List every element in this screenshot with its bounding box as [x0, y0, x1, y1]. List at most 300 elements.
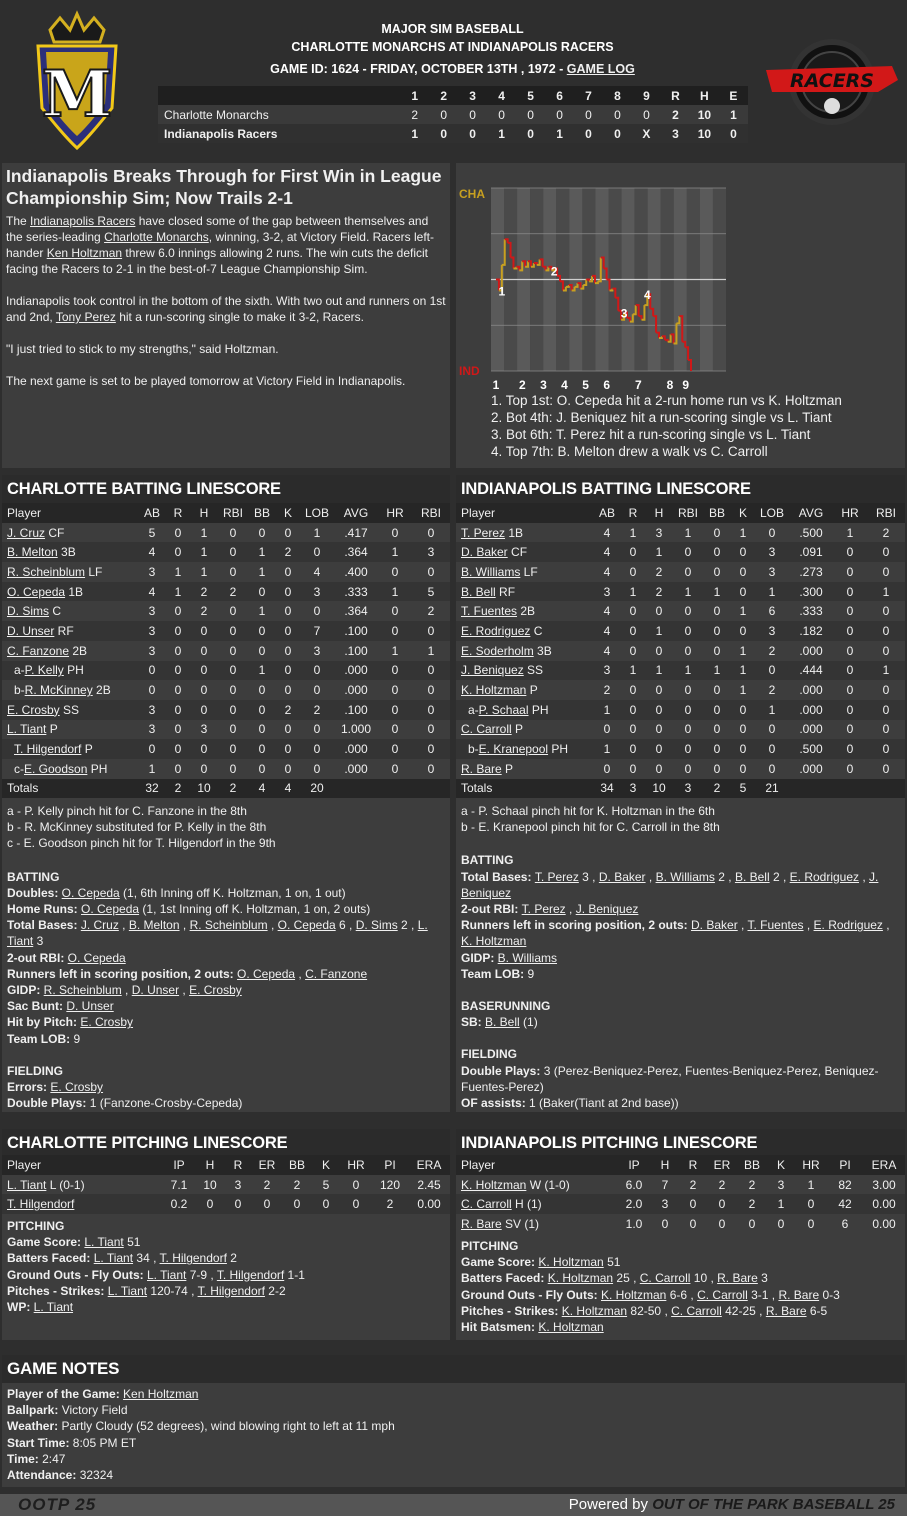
player-link[interactable]: D. Baker	[461, 545, 508, 560]
player-link[interactable]: Tony Perez	[55, 310, 116, 324]
player-link[interactable]: B. Bell	[485, 1015, 520, 1030]
stat-cell: 1	[166, 582, 190, 602]
stolen-bases-note: SB: B. Bell (1)	[461, 1015, 538, 1030]
stat-cell: 0	[673, 641, 703, 661]
player-link[interactable]: R. Scheinblum	[7, 564, 86, 579]
indianapolis-batting-table	[456, 503, 905, 798]
stat-cell: 3	[767, 1175, 795, 1195]
stat-cell: 0	[218, 562, 248, 582]
table-row	[456, 759, 905, 779]
errors-note: Errors: E. Crosby	[7, 1080, 104, 1095]
column-header: RBI	[412, 503, 450, 523]
stat-cell: .364	[334, 601, 378, 621]
player-link[interactable]: R. Bare	[461, 1216, 502, 1231]
player-link[interactable]: R. Bare	[717, 1271, 758, 1286]
player-cell: C. Fanzone 2B	[2, 641, 138, 661]
player-link[interactable]: E. Rodriguez	[789, 869, 860, 884]
player-link[interactable]: C. Carroll	[639, 1271, 691, 1286]
player-link[interactable]: L. Tiant	[7, 722, 47, 737]
player-link[interactable]: D. Sims	[7, 604, 49, 619]
substitution-note: c - E. Goodson pinch hit for T. Hilgendorf in the 9th	[7, 836, 276, 851]
stat-cell: 1	[645, 542, 673, 562]
player-link[interactable]: K. Holtzman	[538, 1255, 604, 1270]
player-link[interactable]: R. Bare	[778, 1287, 820, 1302]
player-link[interactable]: E. Rodriguez	[813, 918, 883, 933]
player-link[interactable]: K. Holtzman	[601, 1287, 667, 1302]
pitching-section-title: PITCHING	[7, 1219, 65, 1233]
stat-cell: 3	[138, 720, 166, 740]
stat-cell: 0	[833, 621, 867, 641]
table-row	[456, 562, 905, 582]
player-link[interactable]: O. Cepeda	[67, 950, 126, 965]
table-row	[2, 601, 450, 621]
column-header: K	[731, 503, 755, 523]
player-link[interactable]: P. Kelly	[24, 663, 64, 678]
stat-cell: 0	[218, 661, 248, 681]
ground-fly-outs-note: Ground Outs - Fly Outs: L. Tiant 7-9 , T. Hilgendorf 1-1	[7, 1267, 305, 1282]
inning-label: 5	[582, 378, 589, 392]
stat-cell: 5	[731, 779, 755, 799]
home-runs-note: Home Runs: O. Cepeda (1, 1st Inning off K. Holtzman, 1 on, 2 outs)	[7, 902, 371, 917]
stat-cell: 0	[703, 562, 731, 582]
player-link[interactable]: Ken Holtzman	[46, 246, 123, 260]
player-link[interactable]: J. Beniquez	[461, 869, 879, 900]
stat-cell: 2	[645, 582, 673, 602]
column-header: K	[767, 1155, 795, 1175]
column-header: Player	[456, 1155, 617, 1175]
player-link[interactable]: D. Baker	[691, 918, 738, 933]
charlotte-pitching-panel	[2, 1129, 450, 1340]
stat-cell: 2	[218, 779, 248, 799]
stat-cell: 0	[679, 1194, 707, 1214]
stat-cell: 0	[300, 542, 334, 562]
stat-cell: 0	[218, 739, 248, 759]
team-link[interactable]: Charlotte Monarchs	[104, 230, 209, 244]
stat-cell: 0	[673, 759, 703, 779]
player-link[interactable]: B. Bell	[461, 584, 496, 599]
stat-cell: 10	[645, 779, 673, 799]
player-link[interactable]: J. Beniquez	[461, 663, 524, 678]
player-cell: T. Fuentes 2B	[456, 601, 593, 621]
stat-cell: 7	[300, 621, 334, 641]
fielding-section-title: FIELDING	[7, 1063, 63, 1078]
player-link[interactable]: L. Tiant	[107, 1283, 148, 1298]
stat-cell: 2	[679, 1175, 707, 1195]
stat-cell: .333	[789, 601, 833, 621]
stat-cell: 0	[166, 680, 190, 700]
game-info	[250, 62, 655, 76]
player-link[interactable]: R. Scheinblum	[189, 918, 268, 933]
stat-cell: 1	[412, 641, 450, 661]
batting-section-title: BATTING	[461, 853, 514, 868]
inning-header: 5	[516, 86, 545, 105]
total-bases-note: Total Bases: T. Perez 3 , D. Baker , B. Williams 2 , B. Bell 2 , E. Rodriguez , J. Beniquez	[461, 869, 879, 900]
stat-cell: 0	[731, 562, 755, 582]
stat-cell: 3	[593, 582, 621, 602]
stat-cell: 2	[755, 641, 789, 661]
story-paragraph-2: Indianapolis took control in the bottom of the sixth. With two out and runners on 1st and 2nd, Tony Perez hit a run-scoring single to make it 3-2, Racers.	[6, 294, 446, 324]
win-probability-chart	[456, 163, 756, 395]
stat-cell: 0	[378, 523, 412, 543]
stat-cell: 0	[703, 739, 731, 759]
player-link[interactable]: E. Goodson	[24, 761, 88, 776]
player-link[interactable]: E. Crosby	[50, 1080, 104, 1095]
player-link[interactable]: B. Bell	[734, 869, 770, 884]
table-header-row	[456, 503, 905, 523]
stat-cell: 1	[378, 641, 412, 661]
player-link[interactable]: B. Melton	[7, 545, 58, 560]
player-link[interactable]: E. Rodriguez	[461, 623, 531, 638]
fielding-section-title: FIELDING	[461, 1047, 517, 1062]
player-cell: O. Cepeda 1B	[2, 582, 138, 602]
inning-score: 0	[545, 105, 574, 124]
player-link[interactable]: B. Melton	[128, 918, 180, 933]
hits-header: H	[690, 86, 719, 105]
game-info-text: GAME ID: 1624 - FRIDAY, OCTOBER 13TH , 1972 -	[270, 62, 567, 76]
player-link[interactable]: C. Fanzone	[305, 966, 368, 981]
player-link[interactable]: E. Soderholm	[461, 643, 534, 658]
table-row	[2, 542, 450, 562]
player-link[interactable]: B. Williams	[461, 564, 521, 579]
stat-cell: 0	[703, 542, 731, 562]
table-row	[456, 582, 905, 602]
stat-cell: .000	[789, 680, 833, 700]
stat-cell: 0	[679, 1214, 707, 1234]
panel-title: INDIANAPOLIS BATTING LINESCORE	[456, 475, 905, 503]
player-link[interactable]: O. Cepeda	[7, 584, 66, 599]
stat-cell: 0	[190, 759, 218, 779]
stat-cell: 0	[166, 542, 190, 562]
stat-cell: 2	[276, 542, 300, 562]
stat-cell: 34	[593, 779, 621, 799]
table-row	[2, 739, 450, 759]
player-link[interactable]: C. Carroll	[671, 1303, 722, 1318]
player-link[interactable]: T. Perez	[521, 902, 566, 917]
stat-cell: 0	[196, 1194, 224, 1214]
stat-cell: 3	[755, 621, 789, 641]
footer	[0, 1494, 907, 1516]
stat-cell: 0	[703, 680, 731, 700]
risp-note: Runners left in scoring position, 2 outs: O. Cepeda , C. Fanzone	[7, 966, 368, 981]
stat-cell: 0	[412, 680, 450, 700]
stat-cell: 3	[412, 542, 450, 562]
player-cell: J. Beniquez SS	[456, 661, 593, 681]
player-link[interactable]: E. Crosby	[189, 983, 242, 998]
player-link[interactable]: C. Carroll	[461, 722, 512, 737]
player-link[interactable]: T. Perez	[461, 525, 506, 540]
panel-title: GAME NOTES	[2, 1355, 905, 1383]
stat-cell: 2	[645, 562, 673, 582]
stat-cell: 0	[166, 601, 190, 621]
player-cell: T. Perez 1B	[456, 523, 593, 543]
stat-cell: 21	[755, 779, 789, 799]
player-link[interactable]: C. Carroll	[461, 1197, 512, 1212]
player-link[interactable]: J. Cruz	[7, 525, 46, 540]
player-link[interactable]: T. Hilgendorf	[216, 1267, 285, 1282]
player-link[interactable]: K. Holtzman	[461, 683, 527, 698]
stat-cell: 7.1	[162, 1175, 196, 1195]
player-link[interactable]: D. Baker	[598, 869, 646, 884]
substitution-note: b - E. Kranepool pinch hit for C. Carroll in the 8th	[461, 820, 720, 835]
event-marker: 1	[498, 284, 506, 299]
stat-cell: 0	[166, 641, 190, 661]
player-link[interactable]: R. Bare	[765, 1303, 807, 1318]
stat-cell: 0	[673, 601, 703, 621]
stat-cell: 0	[707, 1214, 737, 1234]
stat-cell: 0	[276, 680, 300, 700]
player-link[interactable]: D. Unser	[66, 999, 114, 1014]
batters-faced-note: Batters Faced: K. Holtzman 25 , C. Carroll 10 , R. Bare 3	[461, 1271, 768, 1286]
risp-note: Runners left in scoring position, 2 outs: D. Baker , T. Fuentes , E. Rodriguez , K. Holtzman	[461, 918, 890, 949]
away-team-logo	[30, 8, 124, 150]
player-link[interactable]: K. Holtzman	[547, 1271, 614, 1286]
player-link[interactable]: L. Tiant	[93, 1251, 134, 1266]
player-link[interactable]: D. Unser	[7, 623, 55, 638]
stat-cell: 1	[248, 562, 276, 582]
stat-cell: 5	[412, 582, 450, 602]
stat-cell: 0	[621, 621, 645, 641]
stat-cell: 0	[833, 601, 867, 621]
stat-cell: 6.0	[617, 1175, 651, 1195]
team-lob-note: Team LOB: 9	[7, 1031, 81, 1046]
stat-cell: 0	[673, 739, 703, 759]
column-header: HR	[795, 1155, 827, 1175]
stat-cell: .000	[334, 759, 378, 779]
player-link[interactable]: L. Tiant	[7, 918, 428, 949]
player-link[interactable]: Ken Holtzman	[123, 1387, 199, 1401]
stat-cell: 0	[378, 562, 412, 582]
stat-cell: 1	[190, 562, 218, 582]
stat-cell: 0	[703, 759, 731, 779]
table-row	[456, 1214, 905, 1234]
stat-cell: 0	[795, 1214, 827, 1234]
stat-cell: 10	[196, 1175, 224, 1195]
player-link[interactable]: T. Hilgendorf	[159, 1251, 227, 1266]
table-row	[2, 661, 450, 681]
stat-cell: .500	[789, 739, 833, 759]
stat-cell: 32	[138, 779, 166, 799]
column-header: BB	[282, 1155, 312, 1175]
player-link[interactable]: L. Tiant	[7, 1177, 47, 1192]
player-of-the-game: Player of the Game: Ken Holtzman	[7, 1387, 199, 1401]
table-header-row	[2, 503, 450, 523]
stat-cell: 0	[755, 759, 789, 779]
stat-cell: 0	[300, 601, 334, 621]
player-link[interactable]: B. Williams	[655, 869, 715, 884]
stat-cell: 0	[833, 720, 867, 740]
game-log-link[interactable]: GAME LOG	[566, 62, 635, 76]
errors-header: E	[719, 86, 748, 105]
stat-cell: 0	[248, 680, 276, 700]
player-link[interactable]: T. Fuentes	[461, 604, 518, 619]
stat-cell: 1	[795, 1175, 827, 1195]
player-cell: c-E. Goodson PH	[2, 759, 138, 779]
league-title: MAJOR SIM BASEBALL	[381, 22, 524, 36]
stat-cell: 0	[867, 542, 905, 562]
player-cell: D. Baker CF	[456, 542, 593, 562]
stat-cell: 0	[166, 621, 190, 641]
stat-cell: 3	[138, 621, 166, 641]
player-link[interactable]: O. Cepeda	[61, 885, 120, 900]
player-link[interactable]: P. Schaal	[478, 702, 529, 717]
stat-cell: 0	[190, 680, 218, 700]
total-errors: 0	[719, 124, 748, 143]
player-link[interactable]: E. Kranepool	[478, 742, 549, 757]
stat-cell: 0	[378, 661, 412, 681]
player-link[interactable]: R. McKinney	[24, 683, 93, 698]
player-link[interactable]: O. Cepeda	[81, 902, 140, 917]
two-out-rbi-note: 2-out RBI: T. Perez , J. Beniquez	[461, 902, 639, 917]
stat-cell: 0	[867, 720, 905, 740]
team-name: Indianapolis Racers	[158, 124, 400, 143]
stat-cell: 0	[166, 700, 190, 720]
stat-cell: 0	[300, 759, 334, 779]
player-cell: B. Bell RF	[456, 582, 593, 602]
total-runs: 3	[661, 124, 690, 143]
table-header-row	[2, 1155, 450, 1175]
column-header: PI	[372, 1155, 408, 1175]
panel-title: INDIANAPOLIS PITCHING LINESCORE	[456, 1129, 905, 1157]
player-link[interactable]: J. Beniquez	[575, 902, 639, 917]
stat-cell: 0	[248, 621, 276, 641]
player-link[interactable]: D. Sims	[355, 918, 398, 933]
inning-header: 2	[429, 86, 458, 105]
stat-cell: 0	[621, 562, 645, 582]
player-link[interactable]: O. Cepeda	[277, 918, 336, 933]
player-link[interactable]: J. Cruz	[80, 918, 119, 933]
column-header: AVG	[334, 503, 378, 523]
column-header: Player	[2, 503, 138, 523]
column-header: HR	[340, 1155, 372, 1175]
column-header: IP	[617, 1155, 651, 1175]
event-marker: 4	[643, 288, 651, 303]
stat-cell: 0	[703, 720, 731, 740]
player-link[interactable]: K. Holtzman	[461, 1177, 527, 1192]
player-link[interactable]: O. Cepeda	[237, 966, 296, 981]
team-lob-note: Team LOB: 9	[461, 966, 535, 981]
stat-cell: 0	[867, 759, 905, 779]
player-cell: D. Sims C	[2, 601, 138, 621]
stat-cell: 0	[867, 641, 905, 661]
stat-cell: 0	[731, 759, 755, 779]
stat-cell: 0	[190, 641, 218, 661]
stat-cell: 2	[282, 1175, 312, 1195]
stat-cell: 1	[731, 680, 755, 700]
stat-cell: 82	[827, 1175, 863, 1195]
indianapolis-batting-panel	[456, 475, 905, 1112]
table-row	[456, 601, 905, 621]
stat-cell: 1	[645, 621, 673, 641]
player-link[interactable]: E. Crosby	[80, 1015, 134, 1030]
two-out-rbi-note: 2-out RBI: O. Cepeda	[7, 950, 126, 965]
player-link[interactable]: T. Hilgendorf	[14, 742, 82, 757]
stat-cell: 0	[673, 562, 703, 582]
stat-cell: 0	[867, 601, 905, 621]
table-row	[2, 1194, 450, 1214]
stat-cell: 0	[833, 562, 867, 582]
inning-label: 1	[492, 378, 500, 392]
stat-cell	[334, 779, 378, 799]
player-link[interactable]: B. Williams	[497, 950, 558, 965]
player-link[interactable]: R. Scheinblum	[43, 983, 122, 998]
batting-section-title: BATTING	[7, 869, 60, 884]
stat-cell: 0	[645, 641, 673, 661]
stat-cell: 0	[166, 661, 190, 681]
stat-cell: 0	[621, 680, 645, 700]
game-notes-panel	[2, 1355, 905, 1487]
stat-cell: 0	[276, 582, 300, 602]
stat-cell: 4	[593, 601, 621, 621]
inning-score: 0	[487, 105, 516, 124]
player-cell: C. Carroll H (1)	[456, 1194, 617, 1214]
stat-cell: 0	[412, 759, 450, 779]
stat-cell: 0	[218, 641, 248, 661]
player-link[interactable]: E. Crosby	[7, 702, 60, 717]
player-link[interactable]: L. Tiant	[84, 1235, 124, 1250]
player-link[interactable]: K. Holtzman	[461, 934, 527, 949]
player-link[interactable]: L. Tiant	[33, 1300, 74, 1315]
stat-cell: 0	[645, 601, 673, 621]
stat-cell: 0	[218, 759, 248, 779]
stat-cell: 4	[138, 542, 166, 562]
player-link[interactable]: T. Hilgendorf	[197, 1283, 265, 1298]
column-header: BB	[248, 503, 276, 523]
player-link[interactable]: T. Perez	[534, 869, 579, 884]
inning-header: 8	[603, 86, 632, 105]
ootp-logo: OOTP 25	[18, 1495, 97, 1514]
stat-cell: 4	[248, 779, 276, 799]
total-runs: 2	[661, 105, 690, 124]
player-cell	[2, 1194, 162, 1214]
linescore-header	[158, 86, 748, 105]
stat-cell: .000	[789, 759, 833, 779]
player-cell: E. Rodriguez C	[456, 621, 593, 641]
stat-cell: 2.45	[408, 1175, 450, 1195]
stat-cell: .000	[789, 700, 833, 720]
player-link[interactable]: K. Holtzman	[538, 1320, 604, 1335]
inning-score: 0	[632, 105, 661, 124]
stat-cell: 0	[412, 700, 450, 720]
stat-cell: 0	[621, 601, 645, 621]
stat-cell: 3	[651, 1194, 679, 1214]
stat-cell: 2	[190, 601, 218, 621]
column-header: ERA	[863, 1155, 905, 1175]
player-link[interactable]: K. Holtzman	[561, 1303, 628, 1318]
player-link[interactable]: D. Unser	[131, 983, 180, 998]
player-link[interactable]: C. Fanzone	[7, 643, 70, 658]
player-link[interactable]: R. Bare	[461, 761, 502, 776]
player-link[interactable]: C. Carroll	[697, 1287, 748, 1302]
game-score-note: Game Score: K. Holtzman 51	[461, 1255, 621, 1270]
stat-cell: 0	[138, 680, 166, 700]
player-link[interactable]: T. Fuentes	[747, 918, 804, 933]
table-row	[2, 523, 450, 543]
team-link[interactable]: Indianapolis Racers	[30, 214, 136, 228]
player-link[interactable]: T. Hilgendorf	[7, 1197, 75, 1212]
player-cell: a-P. Schaal PH	[456, 700, 593, 720]
inning-label: 9	[682, 378, 690, 392]
player-cell: a-P. Kelly PH	[2, 661, 138, 681]
player-link[interactable]: L. Tiant	[147, 1267, 187, 1282]
table-row	[456, 661, 905, 681]
stat-cell: 3.00	[863, 1175, 905, 1195]
stat-cell: 1.0	[617, 1214, 651, 1234]
stat-cell: .182	[789, 621, 833, 641]
totals-label: Totals	[2, 779, 138, 799]
stat-cell: 0	[248, 720, 276, 740]
stat-cell: 0	[795, 1194, 827, 1214]
hit-batsmen-note: Hit Batsmen: K. Holtzman	[461, 1320, 604, 1335]
